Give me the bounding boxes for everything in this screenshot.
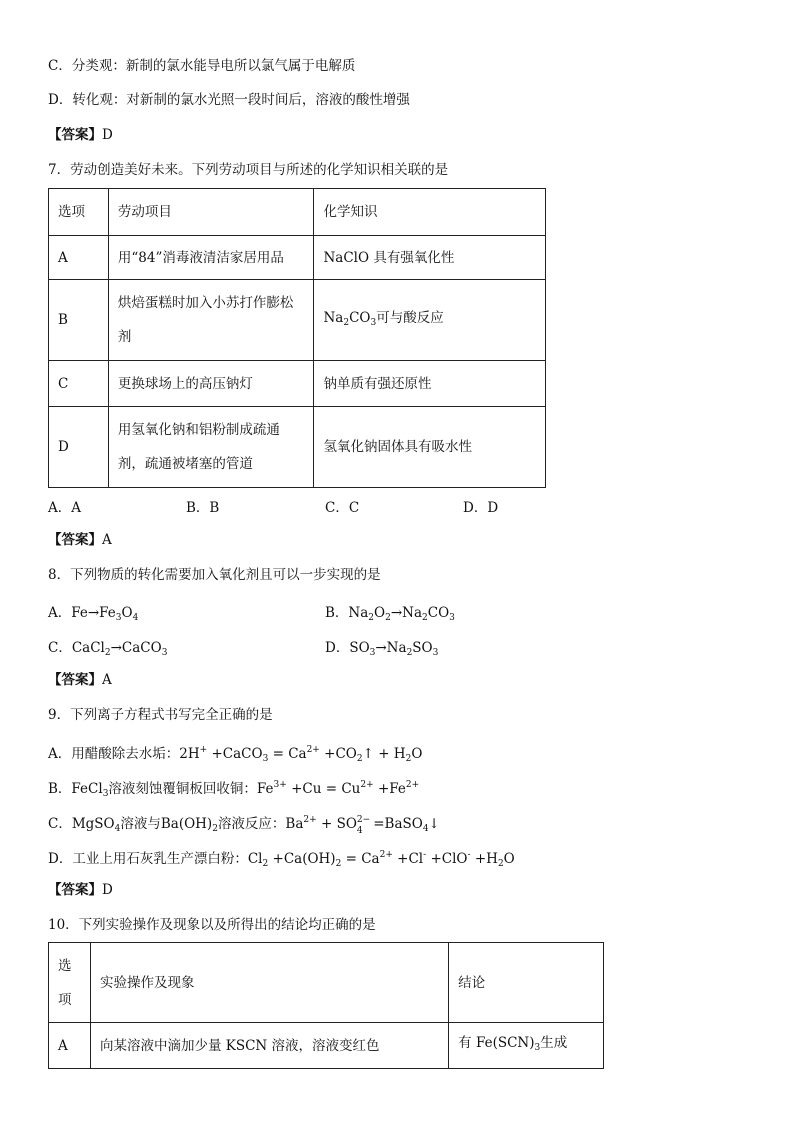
table-row xyxy=(49,1023,604,1069)
table-cell: B xyxy=(49,280,109,361)
q7-option-c: C．C xyxy=(325,500,360,516)
table-header-cell: 选项 xyxy=(49,189,109,236)
table-header-row xyxy=(49,943,604,1023)
q6-option-d: D．转化观：对新制的氯水光照一段时间后，溶液的酸性增强 xyxy=(48,92,410,108)
table-cell: D xyxy=(49,407,109,488)
q9-stem: 9．下列离子方程式书写完全正确的是 xyxy=(48,707,273,723)
table-cell: C xyxy=(49,361,109,407)
q7-option-d: D．D xyxy=(463,500,499,516)
table-header-cell: 化学知识 xyxy=(314,189,546,236)
table-header-cell: 选 项 xyxy=(49,943,91,1023)
table-row xyxy=(49,236,546,280)
table-header-cell: 结论 xyxy=(449,943,604,1023)
q6-option-c: C．分类观：新制的氯水能导电所以氯气属于电解质 xyxy=(48,58,356,74)
q6-answer: 【答案】D xyxy=(48,127,113,143)
q10-stem: 10．下列实验操作及现象以及所得出的结论均正确的是 xyxy=(48,917,376,933)
q7-table xyxy=(48,188,546,488)
table-header-cell: 实验操作及现象 xyxy=(90,943,448,1023)
table-row xyxy=(49,407,546,488)
table-row xyxy=(49,280,546,361)
table-cell: 更换球场上的高压钠灯 xyxy=(108,361,314,407)
table-row xyxy=(49,361,546,407)
q7-stem: 7．劳动创造美好未来。下列劳动项目与所述的化学知识相关联的是 xyxy=(48,162,449,178)
table-cell: NaClO 具有强氧化性 xyxy=(314,236,546,280)
q7-option-a: A．A xyxy=(48,500,81,516)
q7-answer: 【答案】A xyxy=(48,532,112,548)
table-cell: A xyxy=(49,1023,91,1069)
q8-option-a: A．$Fe\to Fe_3O_4$ xyxy=(48,605,139,623)
table-cell: 氢氧化钠固体具有吸水性 xyxy=(314,407,546,488)
table-header-cell: 劳动项目 xyxy=(108,189,314,236)
table-cell: 用氢氧化钠和铝粉制成疏通 剂，疏通被堵塞的管道 xyxy=(108,407,314,488)
table-cell: A xyxy=(49,236,109,280)
q9-option-d: D．工业上用石灰乳生产漂白粉：$Cl_2 +Ca(OH)_2 = Ca^{2+} +Cl^- +ClO^- +H_2O$ xyxy=(48,850,515,869)
table-cell: 烘焙蛋糕时加入小苏打作膨松 剂 xyxy=(108,280,314,361)
q8-option-d: D．$SO_3\to Na_2SO_3$ xyxy=(325,640,439,658)
q8-option-b: B．$Na_2O_2\to Na_2CO_3$ xyxy=(325,605,455,623)
q10-table xyxy=(48,942,604,1069)
q8-answer: 【答案】A xyxy=(48,672,112,688)
table-header-row xyxy=(49,189,546,236)
table-cell: 钠单质有强还原性 xyxy=(314,361,546,407)
q8-option-c: C．CaCl$_2$→CaCO$_3$ xyxy=(48,640,168,658)
table-cell: $Na_2CO_3$可与酸反应 xyxy=(314,280,546,361)
q7-option-b: B．B xyxy=(186,500,220,516)
q9-option-b: B．FeCl$_3$溶液刻蚀覆铜板回收铜：$Fe^{3+} +Cu = Cu^{2+} +Fe^{2+}$ xyxy=(48,780,420,799)
q9-option-c: C．MgSO$_4$溶液与$Ba(OH)_2$溶液反应：$Ba^{2+}$ + SO 2− 4 =BaSO$_4$↓ xyxy=(48,815,440,836)
table-cell: 有 $Fe(SCN)_3$生成 xyxy=(449,1023,604,1069)
table-cell: 向某溶液中滴加少量 KSCN 溶液，溶液变红色 xyxy=(90,1023,448,1069)
q9-answer: 【答案】D xyxy=(48,882,113,898)
q9-option-a: A．用醋酸除去水垢：2H+ +CaCO$_3$ = $Ca^{2+}$ $+CO_2↑ + H_2O$ xyxy=(48,745,423,764)
table-cell: 用“84”消毒液清洁家居用品 xyxy=(108,236,314,280)
q8-stem: 8．下列物质的转化需要加入氧化剂且可以一步实现的是 xyxy=(48,567,381,583)
